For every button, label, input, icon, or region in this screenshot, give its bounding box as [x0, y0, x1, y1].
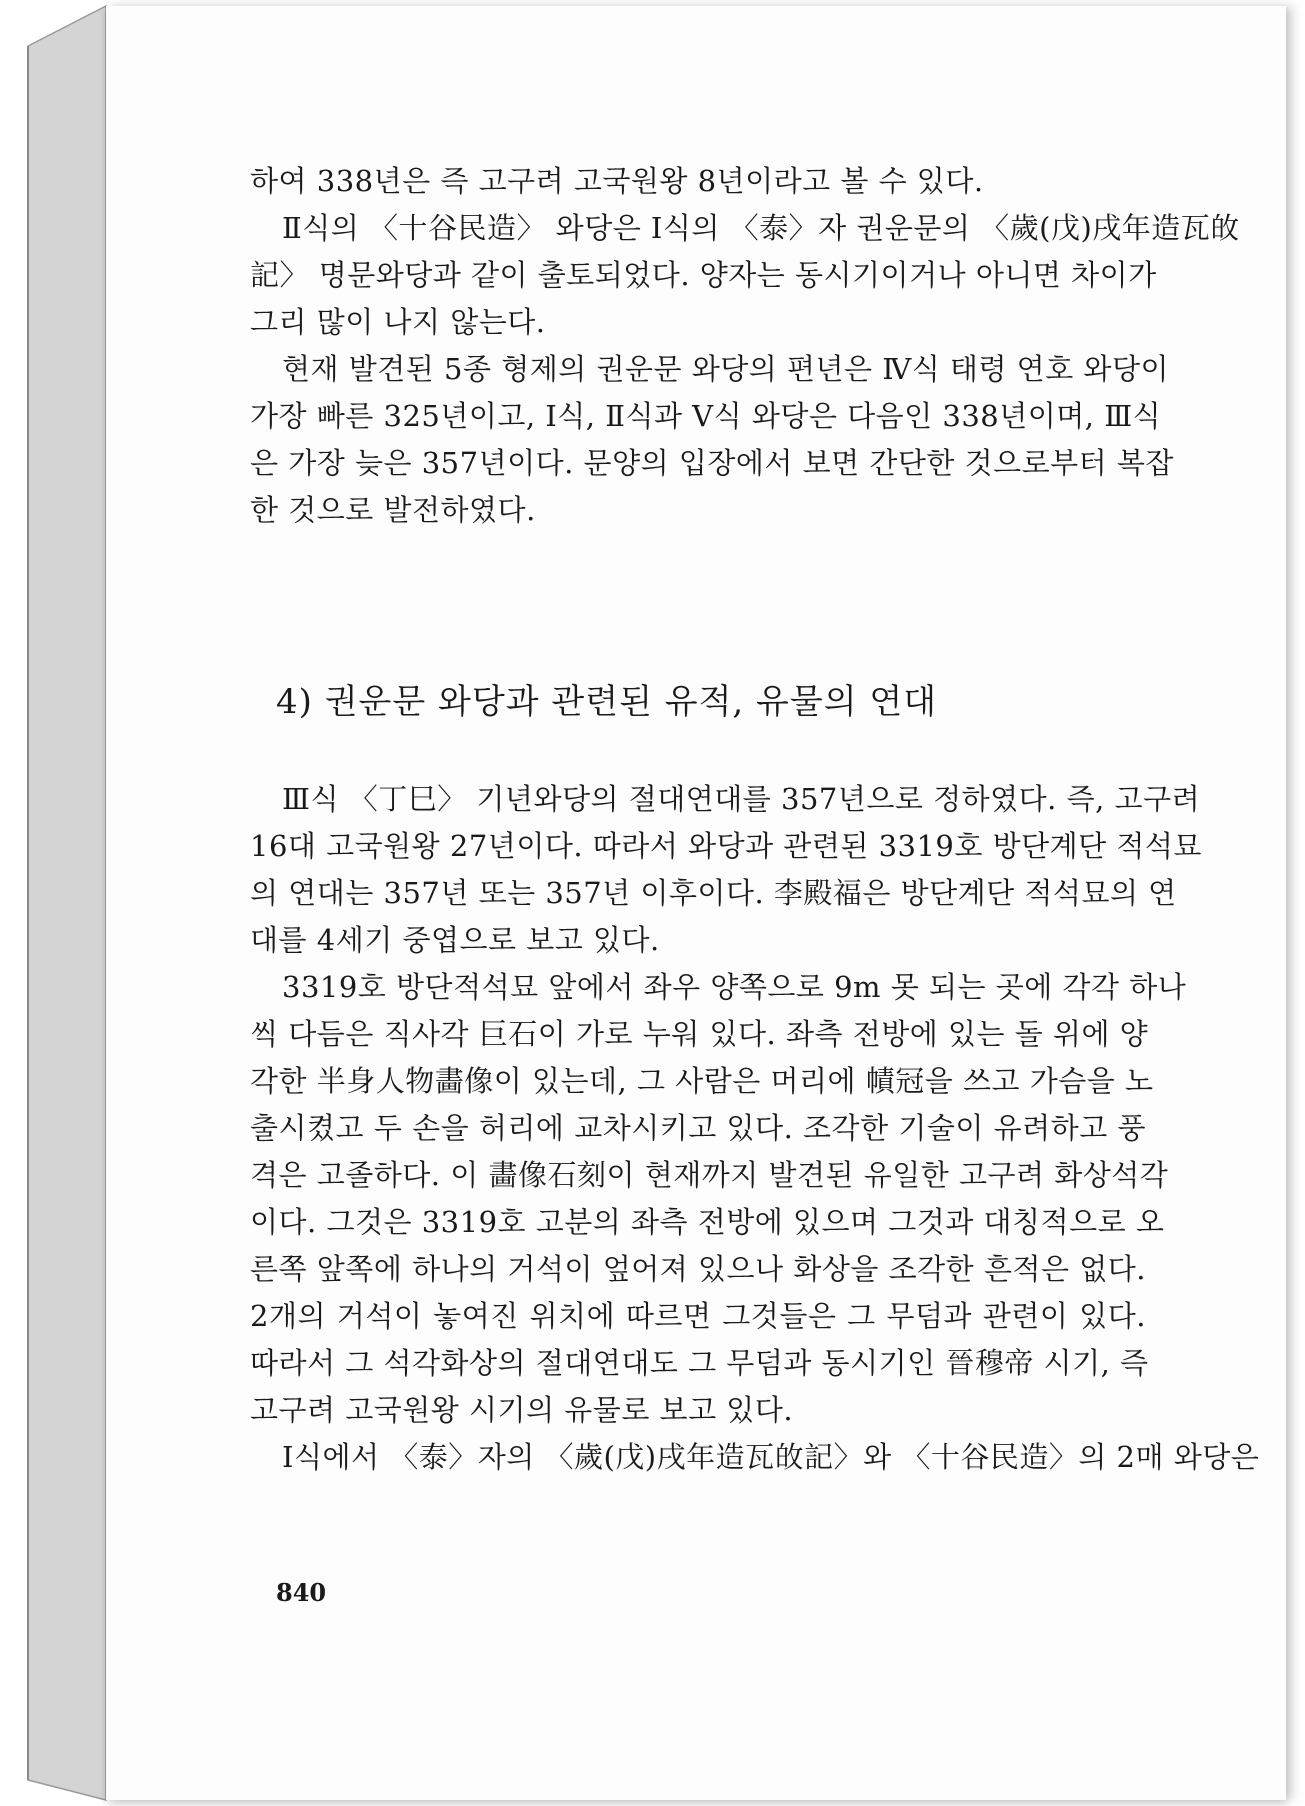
text-line: 2개의 거석이 놓여진 위치에 따르면 그것들은 그 무덤과 관련이 있다. — [250, 1299, 1146, 1333]
text-line: 각한 半身人物畵像이 있는데, 그 사람은 머리에 幘冠을 쓰고 가슴을 노 — [250, 1064, 1154, 1098]
text-line: 그리 많이 나지 않는다. — [250, 305, 546, 339]
text-line: 3319호 방단적석묘 앞에서 좌우 양쪽으로 9m 못 되는 곳에 각각 하나 — [282, 970, 1187, 1004]
text-line: 의 연대는 357년 또는 357년 이후이다. 李殿福은 방단계단 적석묘의 연 — [250, 876, 1177, 910]
text-line: 하여 338년은 즉 고구려 고국원왕 8년이라고 볼 수 있다. — [250, 164, 984, 198]
text-line: Ⅲ식 〈丁巳〉 기년와당의 절대연대를 357년으로 정하였다. 즉, 고구려 — [282, 782, 1201, 816]
document-page — [106, 6, 1286, 1800]
text-line: 16대 고국원왕 27년이다. 따라서 와당과 관련된 3319호 방단계단 적석묘 — [250, 829, 1202, 863]
text-line: 記〉 명문와당과 같이 출토되었다. 양자는 동시기이거나 아니면 차이가 — [250, 258, 1157, 292]
text-line: 씩 다듬은 직사각 巨石이 가로 누워 있다. 좌측 전방에 있는 돌 위에 양 — [250, 1017, 1149, 1051]
section-heading: 4) 권운문 와당과 관련된 유적, 유물의 연대 — [276, 682, 938, 722]
text-line: 은 가장 늦은 357년이다. 문양의 입장에서 보면 간단한 것으로부터 복잡 — [250, 446, 1174, 480]
book-top-edge — [28, 6, 106, 1800]
text-line: 이다. 그것은 3319호 고분의 좌측 전방에 있으며 그것과 대칭적으로 오 — [250, 1205, 1165, 1239]
paragraph-block-1 — [250, 158, 1240, 534]
paragraph-block-2 — [250, 776, 1260, 1481]
page-number: 840 — [276, 1578, 327, 1607]
text-line: 고구려 고국원왕 시기의 유물로 보고 있다. — [250, 1393, 794, 1427]
text-line: 출시켰고 두 손을 허리에 교차시키고 있다. 조각한 기술이 유려하고 풍 — [250, 1111, 1146, 1145]
text-line: 가장 빠른 325년이고, Ⅰ식, Ⅱ식과 Ⅴ식 와당은 다음인 338년이며, Ⅲ식 — [250, 399, 1162, 433]
text-line: 대를 4세기 중엽으로 보고 있다. — [250, 923, 660, 957]
text-line: Ⅰ식에서 〈泰〉자의 〈歲(戊)戌年造瓦敀記〉와 〈十谷民造〉의 2매 와당은 — [282, 1440, 1260, 1474]
text-line: 현재 발견된 5종 형제의 권운문 와당의 편년은 Ⅳ식 태령 연호 와당이 — [282, 352, 1169, 386]
text-line: Ⅱ식의 〈十谷民造〉 와당은 Ⅰ식의 〈泰〉자 권운문의 〈歲(戊)戌年造瓦敀 — [282, 211, 1240, 245]
text-line: 격은 고졸하다. 이 畵像石刻이 현재까지 발견된 유일한 고구려 화상석각 — [250, 1158, 1169, 1192]
text-line: 른쪽 앞쪽에 하나의 거석이 엎어져 있으나 화상을 조각한 흔적은 없다. — [250, 1252, 1146, 1286]
text-line: 따라서 그 석각화상의 절대연대도 그 무덤과 동시기인 晉穆帝 시기, 즉 — [250, 1346, 1149, 1380]
text-line: 한 것으로 발전하였다. — [250, 493, 536, 527]
